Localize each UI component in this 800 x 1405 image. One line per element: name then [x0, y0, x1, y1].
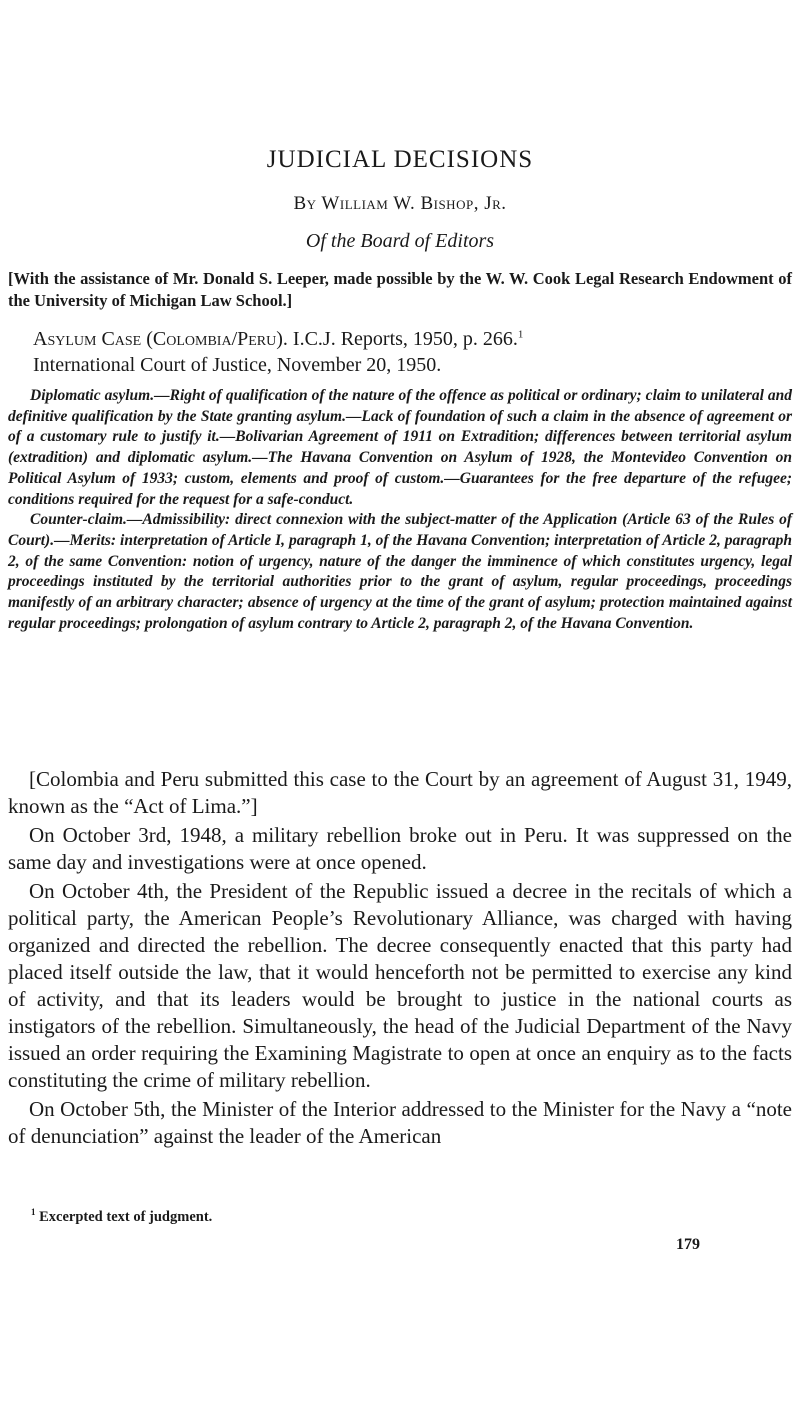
body-paragraph: [Colombia and Peru submitted this case to the Court by an agreement of August 31, 1949, known as the “Act of Lima.”]	[8, 767, 792, 818]
board-affiliation: Of the Board of Editors	[305, 230, 495, 252]
footnote	[31, 1207, 212, 1226]
headnote-paragraph: Diplomatic asylum.—Right of qualification of the nature of the offence as political or ordinary; claim to unilateral and definitive qualification by the State granting asylum.—Lack of foundation of such a claim in the absence of agreement or of a customary rule to justify it.—Bolivarian Agreement of 1911 on Extradition; differences between territorial asylum (extradition) and diplomatic asylum.—The Havana Convention on Asylum of 1928, the Montevideo Convention on Political Asylum of 1933; custom, elements and proof of custom.—Guarantees for the free departure of the refugee; conditions required for the request for a safe-conduct.	[8, 387, 792, 508]
headnote	[8, 386, 792, 634]
footnote-ref: 1	[517, 328, 524, 341]
body-paragraph: On October 5th, the Minister of the Interior addressed to the Minister for the Navy a “note of denunciation” against the leader of the American	[8, 1097, 792, 1148]
page-number: 179	[676, 1236, 700, 1253]
case-name: Asylum Case (Colombia/Peru).	[33, 328, 288, 350]
body-paragraph: On October 3rd, 1948, a military rebellion broke out in Peru. It was suppressed on the same day and investigations were at once opened.	[8, 823, 792, 874]
case-title-line	[33, 326, 793, 352]
court-line: International Court of Justice, November 20, 1950.	[33, 354, 442, 376]
footnote-text: Excerpted text of judgment.	[39, 1208, 213, 1225]
assistance-note: [With the assistance of Mr. Donald S. Leeper, made possible by the W. W. Cook Legal Research Endowment of the University of Michigan Law School.]	[8, 269, 792, 310]
case-heading	[33, 326, 793, 378]
case-citation: I.C.J. Reports, 1950, p. 266.	[292, 328, 518, 350]
body-text	[8, 766, 792, 1152]
footnote-marker: 1	[31, 1207, 36, 1217]
author-byline: By William W. Bishop, Jr.	[293, 193, 507, 214]
body-paragraph: On October 4th, the President of the Republic issued a decree in the recitals of which a political party, the American People’s Revolutionary Alliance, was charged with having organized and directed the rebellion. The decree consequently enacted that this party had placed itself outside the law, that it would henceforth not be permitted to exercise any kind of activity, and that its leaders would be brought to justice in the national courts as instigators of the rebellion. Simultaneously, the head of the Judicial Department of the Navy issued an order requiring the Examining Magistrate to open at once an enquiry as to the facts constituting the crime of military rebellion.	[8, 879, 792, 1092]
headnote-paragraph: Counter-claim.—Admissibility: direct connexion with the subject-matter of the Application (Article 63 of the Rules of Court).—Merits: interpretation of Article I, paragraph 1, of the Havana Convention; interpretation of Article 2, paragraph 2, of the same Convention: notion of urgency, nature of the danger the imminence of which constitutes urgency, legal proceedings instituted by the territorial authorities prior to the grant of asylum, regular proceedings, proceedings manifestly of an arbitrary character; absence of urgency at the time of the grant of asylum; protection maintained against regular proceedings; prolongation of asylum contrary to Article 2, paragraph 2, of the Havana Convention.	[8, 511, 792, 632]
section-title: JUDICIAL DECISIONS	[266, 146, 534, 173]
